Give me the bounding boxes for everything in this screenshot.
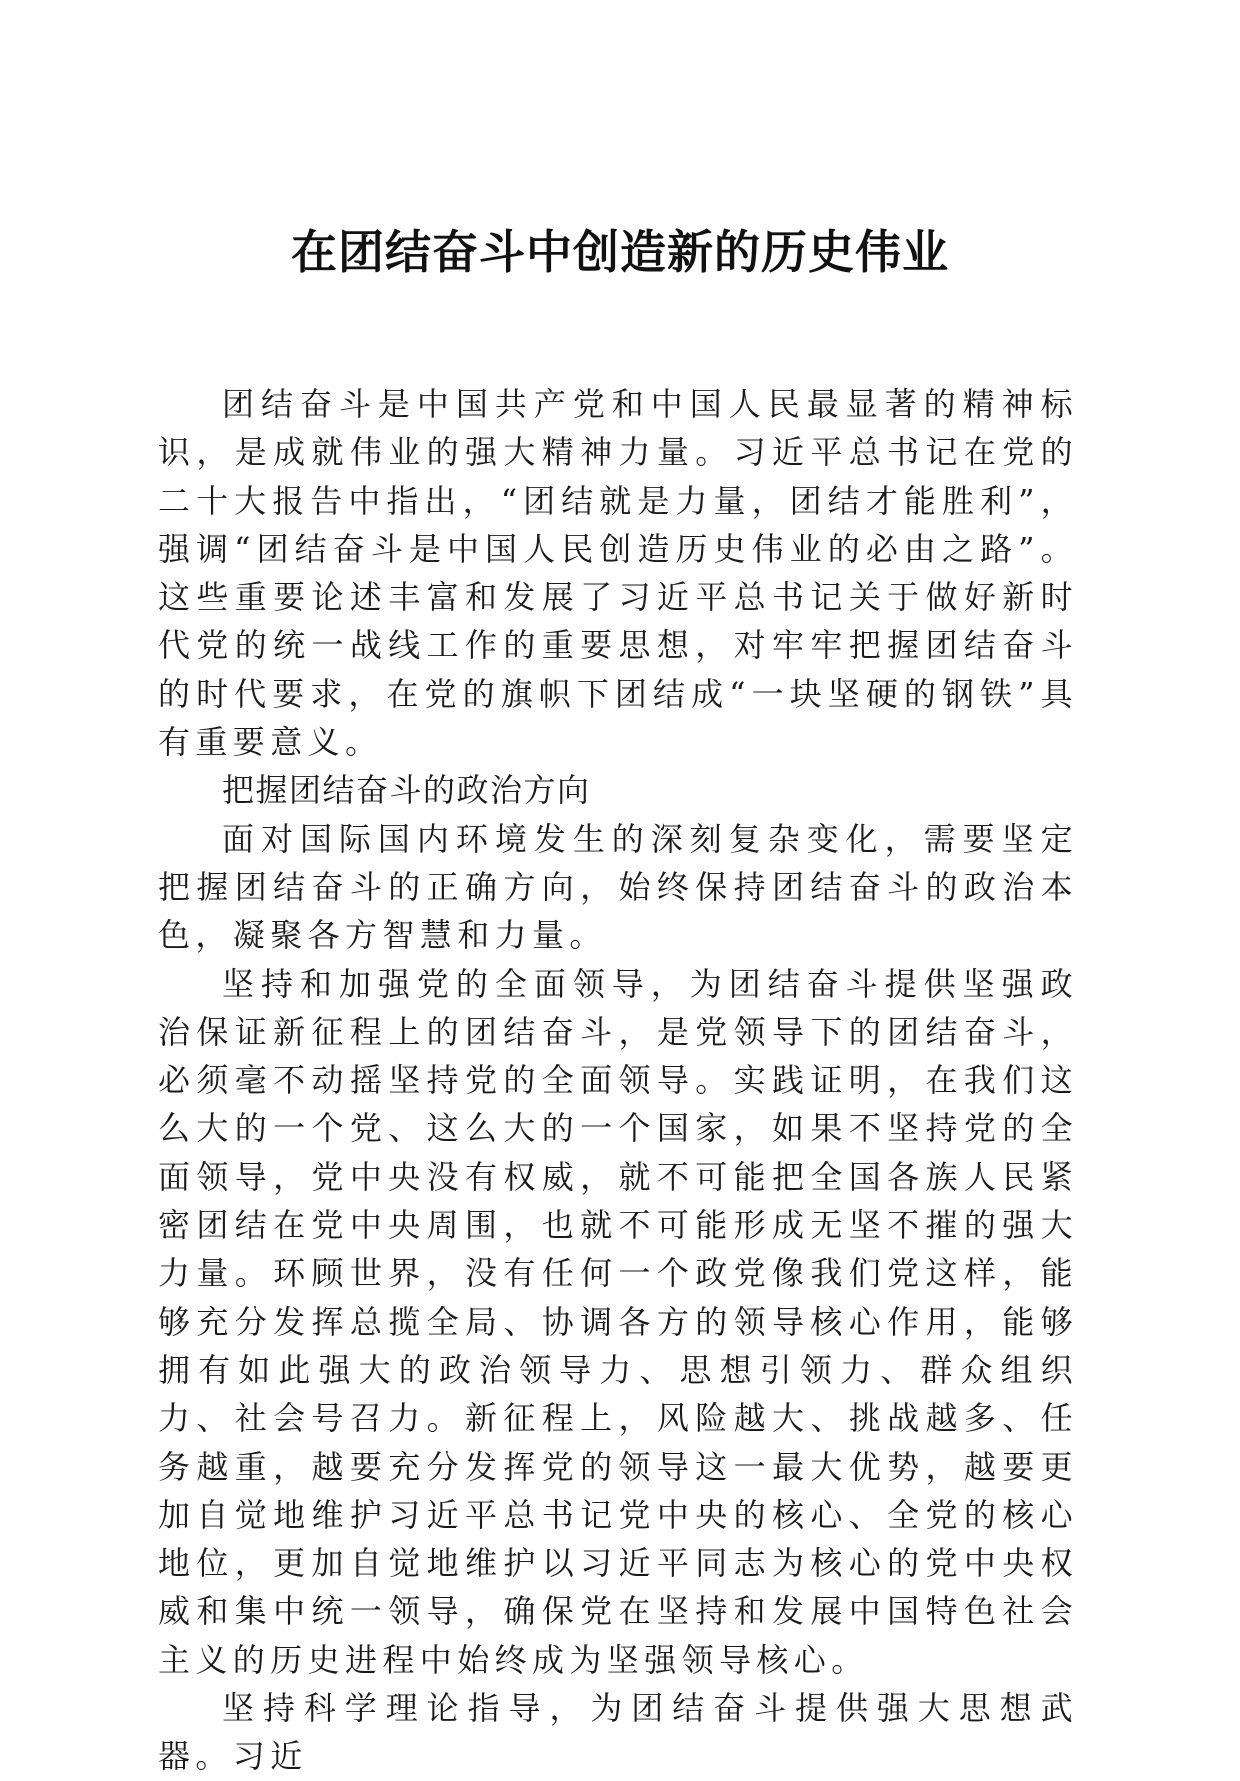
document-body <box>158 380 1078 1781</box>
paragraph-direction: 面对国际国内环境发生的深刻复杂变化，需要坚定把握团结奋斗的正确方向，始终保持团结奋斗的政治本色，凝聚各方智慧和力量。 <box>158 819 1078 955</box>
section-heading: 把握团结奋斗的政治方向 <box>222 771 591 810</box>
paragraph-theory: 坚持科学理论指导，为团结奋斗提供强大思想武器。习近 <box>158 1689 1078 1776</box>
document-title: 在团结奋斗中创造新的历史伟业 <box>291 225 949 279</box>
paragraph-intro: 团结奋斗是中国共产党和中国人民最显著的精神标识，是成就伟业的强大精神力量。习近平总书记在党的二十大报告中指出，“团结就是力量，团结才能胜利”，强调“团结奋斗是中国人民创造历史伟业的必由之路”。这些重要论述丰富和发展了习近平总书记关于做好新时代党的统一战线工作的重要思想，对牢牢把握团结奋斗的时代要求，在党的旗帜下团结成“一块坚硬的钢铁”具有重要意义。 <box>158 385 1078 762</box>
paragraph-leadership: 坚持和加强党的全面领导，为团结奋斗提供坚强政治保证新征程上的团结奋斗，是党领导下的团结奋斗，必须毫不动摇坚持党的全面领导。实践证明，在我们这么大的一个党、这么大的一个国家，如果不坚持党的全面领导，党中央没有权威，就不可能把全国各族人民紧密团结在党中央周围，也就不可能形成无坚不摧的强大力量。环顾世界，没有任何一个政党像我们党这样，能够充分发挥总揽全局、协调各方的领导核心作用，能够拥有如此强大的政治领导力、思想引领力、群众组织力、社会号召力。新征程上，风险越大、挑战越多、任务越重，越要充分发挥党的领导这一最大优势，越要更加自觉地维护习近平总书记党中央的核心、全党的核心地位，更加自觉地维护以习近平同志为核心的党中央权威和集中统一领导，确保党在坚持和发展中国特色社会主义的历史进程中始终成为坚强领导核心。 <box>158 964 1078 1679</box>
